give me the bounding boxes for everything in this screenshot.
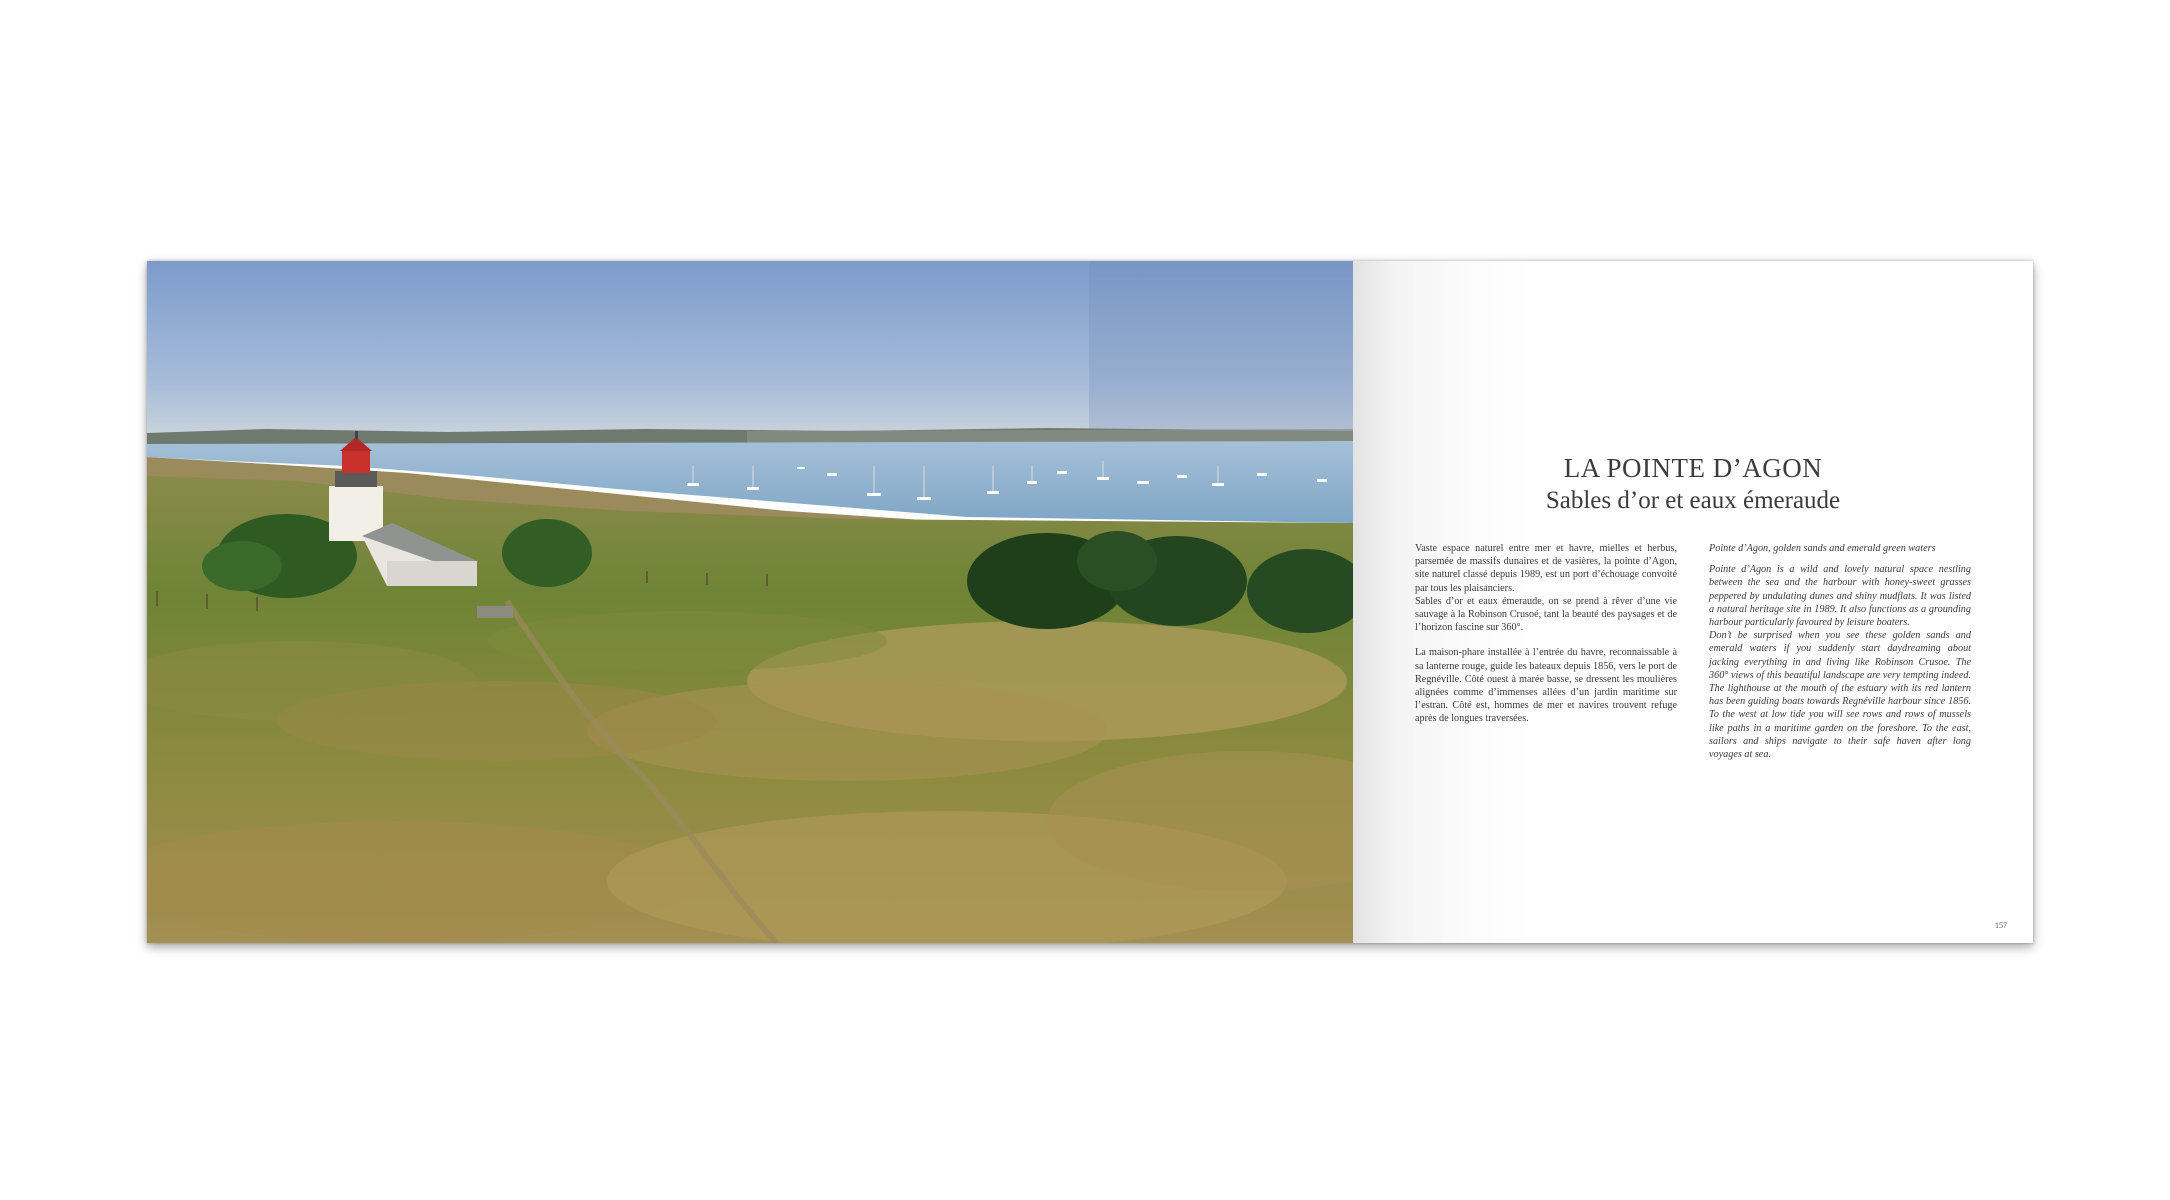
english-paragraph: Pointe d’Agon is a wild and lovely natural space nestling between the sea and the harbour with honey-sweet grasses peppered by undulating dunes and shiny mudflats. It was listed a natural heritage site in 1989. It also functions as a grounding harbour particularly favoured by leisure boaters. [1709,564,1971,629]
french-paragraph: Vaste espace naturel entre mer et havre, mielles et herbus, parsemée de massifs dunaires et de vasières, la pointe d’Agon, site naturel classé depuis 1989, est un port d’échouage convoité par tous les plaisanciers. [1415,543,1677,594]
red-lantern [342,451,370,473]
english-paragraph: Don’t be surprised when you see these golden sands and emerald waters if you suddenly start daydreaming about jacking everything in and living like Robinson Crusoe. The 360° views of this beautiful landscape are very tempting indeed. The lighthouse at the mouth of the estuary with its red lantern has been guiding boats towards Regnéville harbour since 1856. To the west at low tide you will see rows and rows of mussels like paths in a maritime garden on the foreshore. To the east, sailors and ships navigate to their safe haven after long voyages at sea. [1709,630,1971,761]
page-number: 157 [1995,921,2007,930]
lighthouse-landscape-photo [147,261,1353,943]
french-text-column [1415,542,1677,726]
book-spread [147,261,2033,943]
photo-illustration [147,261,1353,943]
page-title: LA POINTE D’AGON [1563,453,1823,483]
french-paragraph: La maison-phare installée à l’entrée du havre, reconnaissable à sa lanterne rouge, guide les bateaux depuis 1856, vers le port de Regnéville. Côté ouest à marée basse, se dressent les moulières alignées comme d’immenses allées d’un jardin maritime sur l’estran. Côté est, hommes de mer et navires trouvent refuge après de longues traversées. [1415,647,1677,725]
right-page [1353,261,2033,943]
english-heading: Pointe d’Agon, golden sands and emerald green waters [1709,543,1936,554]
french-paragraph: Sables d’or et eaux émeraude, on se prend à rêver d’une vie sauvage à la Robinson Crusoé, tant la beauté des paysages et de l’horizon fascine sur 360°. [1415,595,1677,634]
stone-structure [477,606,513,618]
page-subtitle: Sables d’or et eaux émeraude [1545,487,1841,514]
sky-shade [1089,261,1353,436]
english-text-column [1709,542,1971,761]
